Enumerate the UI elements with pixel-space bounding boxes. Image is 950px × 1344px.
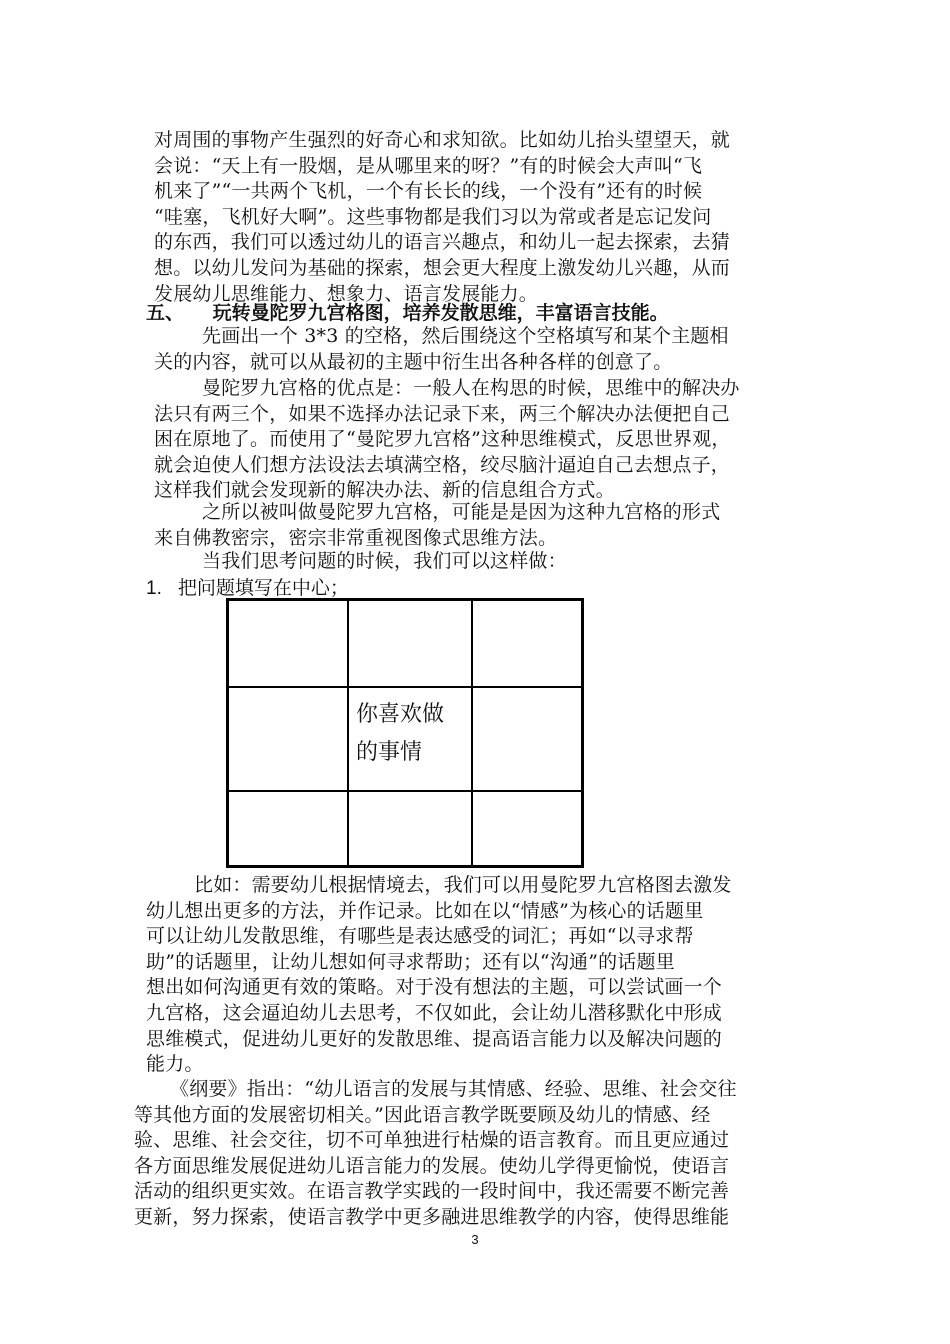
grid-center-cell-text — [356, 696, 444, 772]
paragraph-outline — [134, 1077, 737, 1231]
list-number: 1. — [146, 578, 162, 599]
grid-line-vertical-2 — [471, 601, 473, 865]
text-line: “哇塞，飞机好大啊”。这些事物都是我们习以为常或者是忘记发问 — [154, 205, 712, 228]
paragraph-grid-intro — [154, 324, 729, 375]
text-line: 活动的组织更实效。在语言教学实践的一段时间中，我还需要不断完善 — [134, 1180, 730, 1203]
text-line: 能力。 — [146, 1053, 204, 1076]
text-line: 九宫格，这会逼迫幼儿去思考，不仅如此，会让幼儿潜移默化中形成 — [146, 1001, 723, 1024]
text-line: 幼儿想出更多的方法，并作记录。比如在以“情感”为核心的话题里 — [146, 899, 704, 922]
text-line: 先画出一个 3*3 的空格，然后围绕这个空格填写和某个主题相 — [202, 325, 729, 347]
paragraph-grid-advantages — [154, 376, 740, 504]
text-line: 关的内容，就可以从最初的主题中衍生出各种各样的创意了。 — [154, 350, 673, 373]
text-line: 可以让幼儿发散思维，有哪些是表达感受的词汇；再如“以寻求帮 — [146, 925, 694, 948]
text-line: 会说：“天上有一股烟，是从哪里来的呀？”有的时候会大声叫“飞 — [154, 154, 703, 177]
text-line: 法只有两三个，如果不选择办法记录下来，两三个解决办法便把自己 — [154, 402, 731, 425]
grid-line-vertical-1 — [347, 601, 349, 865]
text-line: 思维模式，促进幼儿更好的发散思维、提高语言能力以及解决问题的 — [146, 1027, 723, 1050]
paragraph-curiosity — [154, 128, 730, 307]
center-line: 的事情 — [356, 740, 423, 765]
text-line: 《纲要》指出：“幼儿语言的发展与其情感、经验、思维、社会交往 — [170, 1078, 737, 1100]
center-line: 你喜欢做 — [356, 702, 445, 727]
text-line: 对周围的事物产生强烈的好奇心和求知欲。比如幼儿抬头望望天，就 — [154, 129, 731, 151]
heading-text: 玩转曼陀罗九宫格图，培养发散思维，丰富语言技能。 — [212, 302, 669, 324]
text-line: 之所以被叫做曼陀罗九宫格，可能是是因为这种九宫格的形式 — [202, 501, 721, 523]
text-line: 来自佛教密宗，密宗非常重视图像式思维方法。 — [154, 526, 558, 549]
text-line: 困在原地了。而使用了“曼陀罗九宫格”这种思维模式，反思世界观， — [154, 428, 731, 451]
text-line: 想出如何沟通更有效的策略。对于没有想法的主题，可以尝试画一个 — [146, 976, 723, 999]
text-line: 这样我们就会发现新的解决办法、新的信息组合方式。 — [154, 479, 615, 502]
text-line: 当我们思考问题的时候，我们可以这样做： — [202, 550, 567, 572]
list-item-1 — [146, 573, 349, 600]
heading-number: 五、 — [146, 302, 185, 324]
text-line: 发展幼儿思维能力、想象力、语言发展能力。 — [154, 282, 539, 305]
text-line: 比如：需要幼儿根据情境去，我们可以用曼陀罗九宫格图去激发 — [194, 874, 732, 896]
text-line: 的东西，我们可以透过幼儿的语言兴趣点，和幼儿一起去探索，去猜 — [154, 231, 731, 254]
text-line: 想。以幼儿发问为基础的探索，想会更大程度上激发幼儿兴趣，从而 — [154, 256, 731, 279]
text-line: 各方面思维发展促进幼儿语言能力的发展。使幼儿学得更愉悦，使语言 — [134, 1154, 730, 1177]
grid-line-horizontal-1 — [229, 686, 581, 688]
page-number: 3 — [471, 1232, 479, 1247]
list-text: 把问题填写在中心； — [177, 577, 349, 599]
text-line: 机来了”“一共两个飞机，一个有长长的线，一个没有”还有的时候 — [154, 180, 703, 203]
paragraph-how-to — [154, 549, 567, 575]
text-line: 更新，努力探索，使语言教学中更多融进思维教学的内容，使得思维能 — [134, 1205, 730, 1228]
paragraph-example — [146, 873, 732, 1078]
text-line: 曼陀罗九宫格的优点是：一般人在构思的时候，思维中的解决办 — [202, 377, 740, 399]
section-heading — [146, 298, 669, 325]
text-line: 等其他方面的发展密切相关。”因此语言教学既要顾及幼儿的情感、经 — [134, 1103, 711, 1126]
paragraph-grid-origin — [154, 500, 720, 551]
text-line: 验、思维、社会交往，切不可单独进行枯燥的语言教育。而且更应通过 — [134, 1129, 730, 1152]
text-line: 就会迫使人们想方法设法去填满空格，绞尽脑汁逼迫自己去想点子， — [154, 453, 731, 476]
grid-line-horizontal-2 — [229, 790, 581, 792]
text-line: 助”的话题里，让幼儿想如何寻求帮助；还有以“沟通”的话题里 — [146, 950, 675, 973]
